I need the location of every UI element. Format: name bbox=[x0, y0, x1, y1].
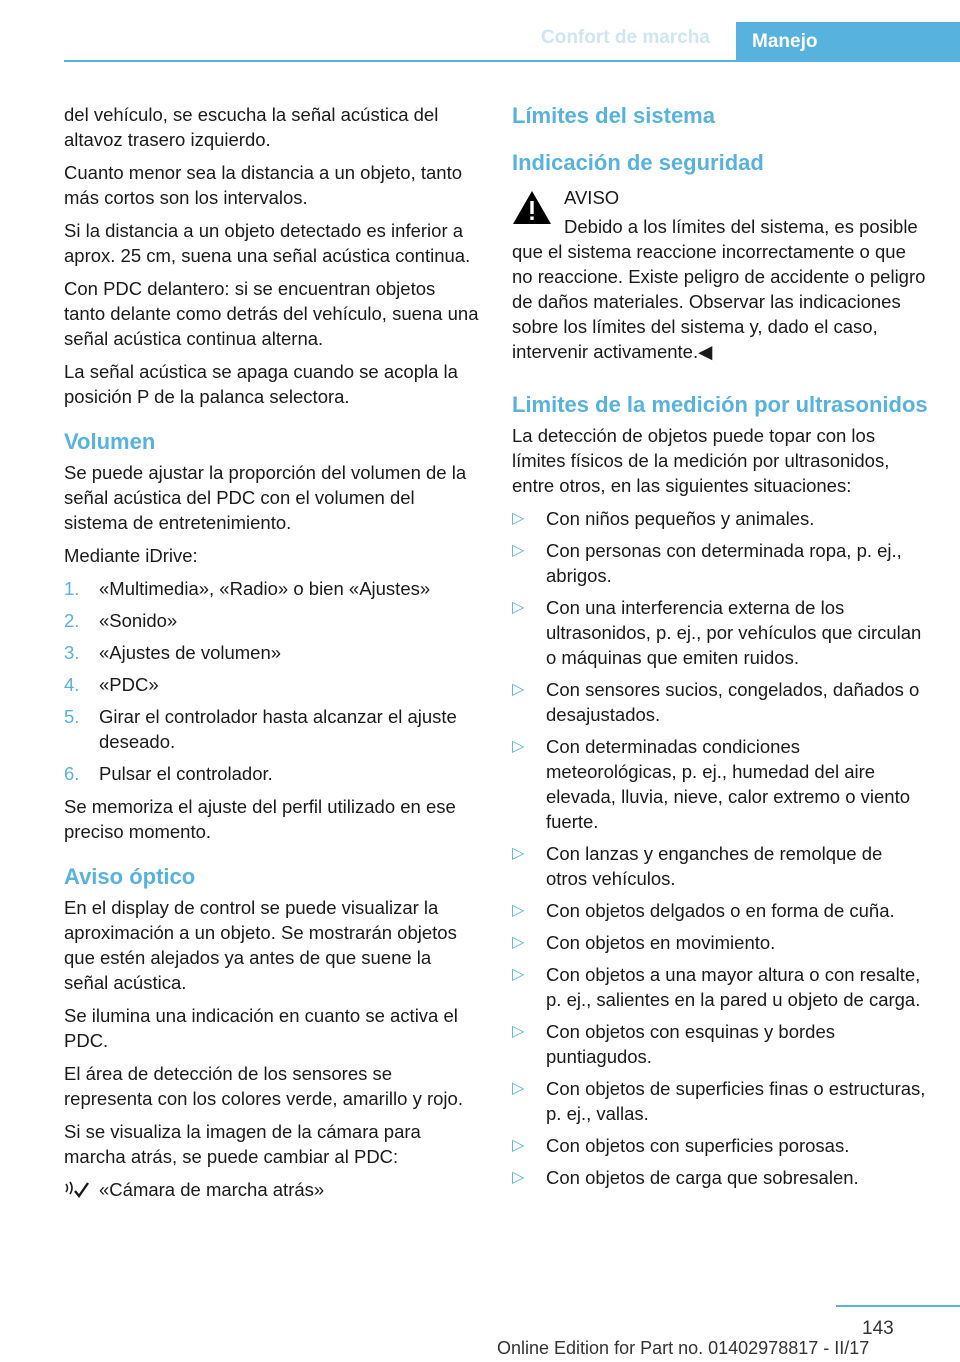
bullet-glyph: ▷ bbox=[512, 542, 525, 559]
warning-text: Debido a los límites del sistema, es posible que el sistema reaccione incorrectamente o que no reaccione. Existe peligro de accidente o peligro de daños materiales. Observar las indicaciones sobre los límites del sistema y, dado el caso, intervenir activamente.◀ bbox=[512, 216, 926, 362]
list-item-text: Con objetos con esquinas y bordes puntiagudos. bbox=[546, 1021, 835, 1067]
paragraph: Si se visualiza la imagen de la cámara para marcha atrás, se puede cambiar al PDC: bbox=[64, 1121, 421, 1167]
header-section-title: Confort de marcha bbox=[541, 27, 710, 48]
step-number: 6. bbox=[64, 763, 80, 784]
heading-limites-ultrasonidos: Limites de la medición por ultrasonidos bbox=[512, 392, 928, 417]
bullet-glyph: ▷ bbox=[512, 845, 525, 862]
bullet-glyph: ▷ bbox=[512, 1137, 525, 1154]
list-item-text: Con objetos con superficies porosas. bbox=[546, 1135, 850, 1156]
paragraph: Cuanto menor sea la distancia a un objeto, tanto más cortos son los intervalos. bbox=[64, 162, 463, 208]
step-text: «PDC» bbox=[99, 674, 159, 695]
list-item bbox=[512, 538, 928, 588]
warning-triangle-icon bbox=[512, 189, 552, 225]
heading-indicacion-seguridad: Indicación de seguridad bbox=[512, 150, 764, 175]
list-item-text: Con objetos de carga que sobresalen. bbox=[546, 1167, 859, 1188]
list-item bbox=[512, 677, 928, 727]
list-item bbox=[512, 841, 928, 891]
paragraph: del vehículo, se escucha la señal acústica del altavoz trasero izquierdo. bbox=[64, 104, 439, 150]
list-item bbox=[512, 595, 928, 670]
page-number: 143 bbox=[862, 1318, 894, 1339]
footer-rule bbox=[836, 1305, 960, 1307]
list-item bbox=[512, 734, 928, 834]
list-item bbox=[512, 1076, 928, 1126]
step-text: Girar el controlador hasta alcanzar el ajuste deseado. bbox=[99, 706, 457, 752]
step-number: 4. bbox=[64, 674, 80, 695]
step-number: 3. bbox=[64, 642, 80, 663]
camera-menu-item bbox=[64, 1177, 480, 1202]
step-item bbox=[64, 576, 480, 601]
bullet-glyph: ▷ bbox=[512, 738, 525, 755]
paragraph: La detección de objetos puede topar con los límites físicos de la medición por ultrasonidos, entre otros, en las siguientes situaciones: bbox=[512, 425, 890, 496]
left-column bbox=[64, 102, 480, 1202]
page-header bbox=[0, 0, 960, 62]
paragraph: La señal acústica se apaga cuando se acopla la posición P de la palanca selectora. bbox=[64, 361, 458, 407]
paragraph: Con PDC delantero: si se encuentran objetos tanto delante como detrás del vehículo, suena una señal acústica continua alterna. bbox=[64, 278, 479, 349]
step-item bbox=[64, 672, 480, 697]
heading-volumen: Volumen bbox=[64, 429, 156, 454]
list-item bbox=[512, 1165, 928, 1190]
paragraph: Se memoriza el ajuste del perfil utilizado en ese preciso momento. bbox=[64, 796, 456, 842]
paragraph: Si la distancia a un objeto detectado es inferior a aprox. 25 cm, suena una señal acústica continua. bbox=[64, 220, 471, 266]
list-item-text: Con sensores sucios, congelados, dañados o desajustados. bbox=[546, 679, 920, 725]
paragraph: El área de detección de los sensores se representa con los colores verde, amarillo y rojo. bbox=[64, 1063, 463, 1109]
list-item-text: Con objetos delgados o en forma de cuña. bbox=[546, 900, 895, 921]
bullet-glyph: ▷ bbox=[512, 510, 525, 527]
edition-footer: Online Edition for Part no. 01402978817 - II/17 bbox=[497, 1338, 870, 1358]
paragraph: En el display de control se puede visualizar la aproximación a un objeto. Se mostrarán objetos que estén alejados ya antes de que suene la señal acústica. bbox=[64, 897, 457, 993]
bullet-glyph: ▷ bbox=[512, 934, 525, 951]
header-chapter-tab: Manejo bbox=[736, 22, 960, 60]
list-item-text: Con objetos a una mayor altura o con resalte, p. ej., salientes en la pared u objeto de carga. bbox=[546, 964, 921, 1010]
step-text: «Multimedia», «Radio» o bien «Ajustes» bbox=[99, 578, 431, 599]
list-item bbox=[512, 930, 928, 955]
paragraph: Mediante iDrive: bbox=[64, 545, 198, 566]
step-number: 2. bbox=[64, 610, 80, 631]
list-item-text: Con personas con determinada ropa, p. ej., abrigos. bbox=[546, 540, 902, 586]
list-item bbox=[512, 898, 928, 923]
list-item-text: Con niños pequeños y animales. bbox=[546, 508, 815, 529]
bullet-glyph: ▷ bbox=[512, 1080, 525, 1097]
list-item bbox=[512, 1019, 928, 1069]
right-column bbox=[512, 102, 928, 1198]
limitations-list bbox=[512, 506, 928, 1190]
steps-list bbox=[64, 576, 480, 786]
step-number: 1. bbox=[64, 578, 80, 599]
step-item bbox=[64, 704, 480, 754]
list-item bbox=[512, 962, 928, 1012]
bullet-glyph: ▷ bbox=[512, 966, 525, 983]
step-item bbox=[64, 761, 480, 786]
warning-box bbox=[512, 185, 928, 364]
step-text: «Ajustes de volumen» bbox=[99, 642, 282, 663]
list-item-text: Con objetos en movimiento. bbox=[546, 932, 776, 953]
list-item-text: Con lanzas y enganches de remolque de otros vehículos. bbox=[546, 843, 883, 889]
bullet-glyph: ▷ bbox=[512, 1023, 525, 1040]
step-item bbox=[64, 608, 480, 633]
paragraph: Se ilumina una indicación en cuanto se activa el PDC. bbox=[64, 1005, 458, 1051]
header-rule bbox=[64, 60, 960, 62]
bullet-glyph: ▷ bbox=[512, 681, 525, 698]
heading-limites-sistema: Límites del sistema bbox=[512, 103, 715, 128]
parking-sensor-icon bbox=[64, 1180, 90, 1200]
warning-title: AVISO bbox=[564, 187, 620, 208]
list-item-text: Con objetos de superficies finas o estructuras, p. ej., vallas. bbox=[546, 1078, 926, 1124]
list-item bbox=[512, 1133, 928, 1158]
bullet-glyph: ▷ bbox=[512, 599, 525, 616]
step-number: 5. bbox=[64, 706, 80, 727]
heading-aviso-optico: Aviso óptico bbox=[64, 864, 196, 889]
list-item-text: Con determinadas condiciones meteorológicas, p. ej., humedad del aire elevada, lluvia, nieve, calor extremo o viento fuerte. bbox=[546, 736, 911, 832]
list-item bbox=[512, 506, 928, 531]
camera-menu-label: «Cámara de marcha atrás» bbox=[99, 1179, 325, 1200]
bullet-glyph: ▷ bbox=[512, 1169, 525, 1186]
paragraph: Se puede ajustar la proporción del volumen de la señal acústica del PDC con el volumen del sistema de entretenimiento. bbox=[64, 462, 467, 533]
bullet-glyph: ▷ bbox=[512, 902, 525, 919]
step-item bbox=[64, 640, 480, 665]
step-text: Pulsar el controlador. bbox=[99, 763, 273, 784]
step-text: «Sonido» bbox=[99, 610, 178, 631]
list-item-text: Con una interferencia externa de los ultrasonidos, p. ej., por vehículos que circulan o máquinas que emiten ruidos. bbox=[546, 597, 922, 668]
